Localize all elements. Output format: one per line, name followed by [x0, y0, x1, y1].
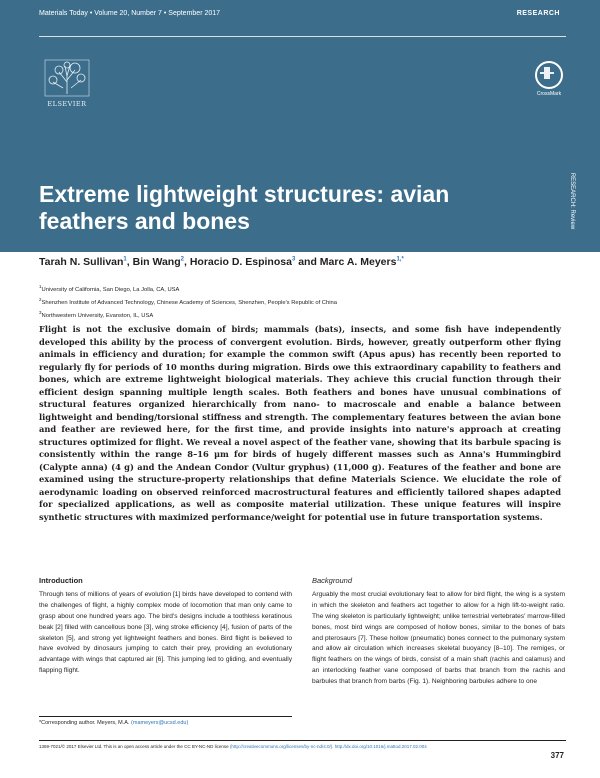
affiliation-item: $^3$Northwestern University, Evanston, IL, USA: [39, 309, 154, 319]
header-rule: [39, 36, 566, 37]
crossmark-label: CrossMark: [536, 91, 562, 97]
author[interactable]: Marc A. Meyers$^{1,*}$: [319, 256, 404, 268]
side-tag: RESEARCH: Review: [569, 172, 576, 230]
license-link[interactable]: (http://creativecommons.org/licenses/by-nc-nd/4.0/). http://dx.doi.org/10.1016/j.mattod.2017.02.004: [229, 744, 427, 749]
background-section: [312, 576, 565, 688]
author[interactable]: Bin Wang$^2$: [132, 256, 184, 268]
corresponding-author-footnote: *Corresponding author. Meyers, M.A. (mameyers@ucsd.edu): [39, 716, 292, 726]
footer-rule: [39, 740, 566, 741]
affiliation-item: $^1$University of California, San Diego, La Jolla, CA, USA: [39, 284, 180, 293]
background-text: Arguably the most crucial evolutionary feat to allow for bird flight, the wing is a system in which the skeleton and feathers act together to allow for a high lift-to-weight ratio. The wing skeleton is particularly lightweight; unlike terrestrial vertebrates' marrow-filled bones, most bird wings are composed of hollow bones, similar to the bones of bats and pterosaurs [7]. These hollow (pneumatic) bones connect to the pulmonary system and allow air circulation which increases skeletal buoyancy [8–10]. The remiges, or flight feathers on the wings of birds, consist of a main shaft (rachis and calamus) and an interlocking feather vane composed of barbs that branch from the rachis and barbules that branch from barbs (Fig. 1). Neighboring barbules adhere to one: [312, 590, 565, 686]
introduction-heading: Introduction: [39, 576, 83, 585]
journal-header-bar: [0, 0, 600, 40]
introduction-section: [39, 576, 292, 677]
author[interactable]: Horacio D. Espinosa$^3$: [189, 256, 296, 268]
publisher-logo-text: ELSEVIER: [47, 100, 87, 108]
author-list: Tarah N. Sullivan$^1$, Bin Wang$^2$, Horacio D. Espinosa$^3$ and Marc A. Meyers$^{1,*}$: [39, 256, 404, 268]
abstract: Flight is not the exclusive domain of birds; mammals (bats), insects, and some fish have independently developed this ability by the process of convergent evolution. Birds, however, greatly outperform other flying animals in efficiency and duration; for example the common swift (Apus apus) has recently been reported to regularly fly for periods of 10 months during migration. Birds owe this extraordinary capability to feathers and bones, which are extreme lightweight biological materials. They achieve this crucial function through their efficient design spanning multiple length scales. Both feathers and bones have unusual combinations of structural features organized hierarchically from nano- to macroscale and enable a balance between lightweight and bending/torsional stiffness and strength. The complementary features between the avian bone and feather are reviewed here, for the first time, and provide insights into nature's approach at creating structures optimized for flight. We reveal a novel aspect of the feather vane, showing that its barbule spacing is consistently within the range 8–16 μm for birds of hugely different masses such as Anna's Hummingbird (Calypte anna) (4 g) and the Andean Condor (Vultur gryphus) (11,000 g). Features of the feather and bone are examined using the structure-property relationships that define Materials Science. We elucidate the role of aerodynamic loading on observed reinforced macrostructural features and efficiently tailored shapes adapted for specialized applications, as well as composite material utilization. These unique features will inspire synthetic structures with maximized performance/weight for potential use in future transportation systems.: [39, 324, 561, 522]
article-title: Extreme lightweight structures: avian feathers and bones: [39, 181, 450, 234]
journal-line: Materials Today • Volume 20, Number 7 • September 2017: [39, 10, 221, 17]
background-heading: Background: [312, 576, 353, 585]
elsevier-logo: [39, 58, 95, 110]
section-label: RESEARCH: [516, 10, 560, 17]
affiliation-item: $^2$Shenzhen Institute of Advanced Technology, Chinese Academy of Sciences, Shenzhen, People's Republic of China: [39, 296, 337, 306]
page-number: 377: [550, 751, 564, 760]
crossmark-icon: [535, 61, 563, 89]
crossmark-badge[interactable]: [531, 61, 567, 97]
introduction-text: Through tens of millions of years of evolution [1] birds have developed to contend with the challenges of flight, a highly complex mode of locomotion that man only came to grasp about one hundred years ago. The bird's designs include a toothless keratinous beak [2] filled with cancellous bone [3], wing stroke efficiency [4], fusion of parts of the skeleton [5], and strong yet lightweight feathers and bones. Bird flight is believed to have evolved by dinosaurs jumping to catch their prey, providing an evolutionary advantage with wings that captured air [6]. This jumping led to gliding, and eventually flapping flight.: [39, 590, 292, 675]
author[interactable]: Tarah N. Sullivan$^1$: [39, 256, 127, 268]
author-email-link[interactable]: (mameyers@ucsd.edu): [131, 720, 189, 726]
license-line: 1369-7021/© 2017 Elsevier Ltd. This is an open access article under the CC BY-NC-ND license (http://creativecommons.org/licenses/by-nc-nd/4.0/). http://dx.doi.org/10.1016/j.mattod.2017.02.004: [39, 744, 427, 749]
affiliations: [39, 282, 559, 321]
